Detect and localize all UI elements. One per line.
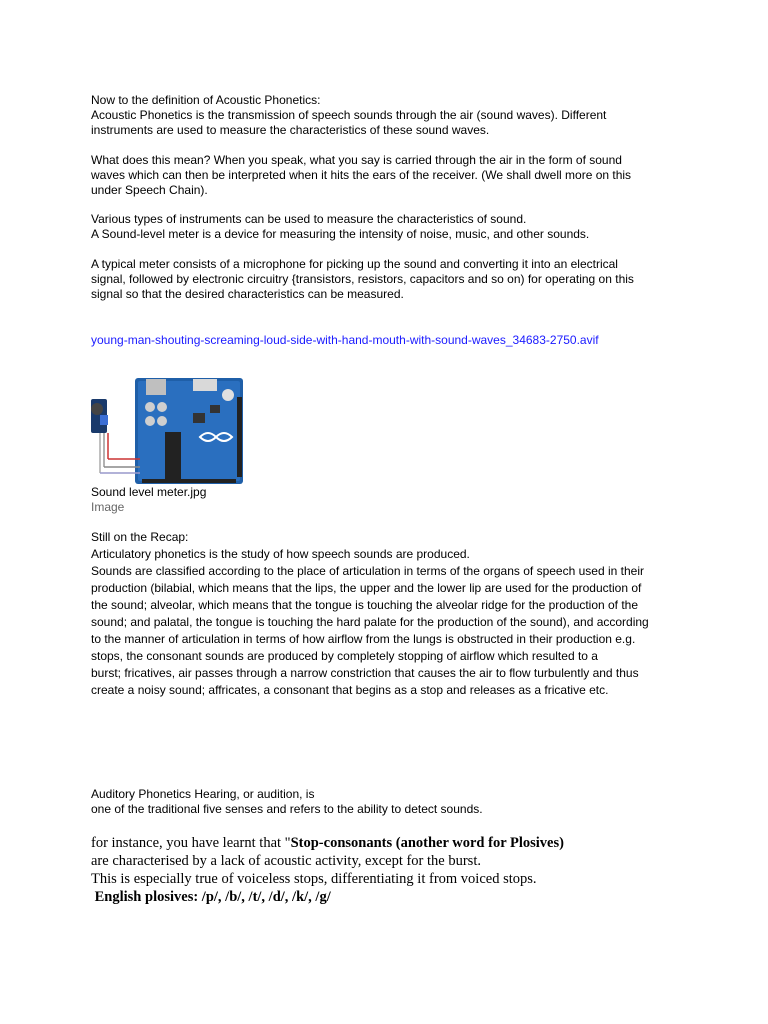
recap-heading: Still on the Recap: <box>91 530 189 544</box>
intro-line: instruments are used to measure the characteristics of these sound waves. <box>91 123 490 137</box>
figure-label: Image <box>91 500 125 514</box>
recap-paragraph <box>91 529 691 699</box>
figure-caption <box>91 485 206 515</box>
plosives-term: Stop-consonants (another word for Plosives) <box>290 835 564 851</box>
recap-line: sound; and palatal, the tongue is touching the hard palate for the production of the sound), and according <box>91 615 649 629</box>
meter-line: signal so that the desired characteristics can be measured. <box>91 287 404 301</box>
instruments-paragraph <box>91 212 691 242</box>
intro-heading: Now to the definition of Acoustic Phonetics: <box>91 93 321 107</box>
recap-line: Sounds are classified according to the place of articulation in terms of the organs of speech used in their <box>91 564 644 578</box>
plosives-line <box>91 834 564 852</box>
meaning-paragraph <box>91 153 691 198</box>
recap-line: burst; fricatives, air passes through a narrow constriction that causes the air to flow turbulently and thus <box>91 666 639 680</box>
meaning-line: What does this mean? When you speak, what you say is carried through the air in the form of sound <box>91 153 622 167</box>
recap-line: production (bilabial, which means that the lips, the upper and the lower lip are used for the production of <box>91 581 642 595</box>
meaning-line: under Speech Chain). <box>91 183 208 197</box>
image-link[interactable] <box>91 333 691 348</box>
meter-line: signal, followed by electronic circuitry {transistors, resistors, capacitors and so on) for operating on this <box>91 272 634 286</box>
intro-paragraph <box>91 93 691 138</box>
instruments-line: A Sound-level meter is a device for measuring the intensity of noise, music, and other sounds. <box>91 227 590 241</box>
recap-line: create a noisy sound; affricates, a consonant that begins as a stop and releases as a fricative etc. <box>91 683 609 697</box>
meaning-line: waves which can then be interpreted when it hits the ears of the receiver. (We shall dwell more on this <box>91 168 632 182</box>
recap-line: to the manner of articulation in terms of how airflow from the lungs is obstructed in their production e.g. <box>91 632 636 646</box>
plosives-line: are characterised by a lack of acoustic activity, except for the burst. <box>91 853 481 869</box>
auditory-line: Auditory Phonetics Hearing, or audition, is <box>91 787 315 801</box>
meter-line: A typical meter consists of a microphone for picking up the sound and converting it into an electrical <box>91 257 618 271</box>
recap-line: the sound; alveolar, which means that the tongue is touching the alveolar ridge for the production of the <box>91 598 639 612</box>
plosives-line: This is especially true of voiceless stops, differentiating it from voiced stops. <box>91 871 537 887</box>
auditory-paragraph <box>91 787 691 817</box>
plosives-list-text: English plosives: /p/, /b/, /t/, /d/, /k/, /g/ <box>91 889 331 905</box>
recap-line: Articulatory phonetics is the study of how speech sounds are produced. <box>91 547 470 561</box>
figure-filename: Sound level meter.jpg <box>91 485 207 499</box>
plosives-list <box>91 888 564 906</box>
recap-line: stops, the consonant sounds are produced by completely stopping of airflow which resulted to a <box>91 649 598 663</box>
auditory-line: one of the traditional five senses and refers to the ability to detect sounds. <box>91 802 483 816</box>
intro-line: Acoustic Phonetics is the transmission of speech sounds through the air (sound waves). Different <box>91 108 607 122</box>
sound-level-meter-image <box>90 377 244 485</box>
instruments-line: Various types of instruments can be used to measure the characteristics of sound. <box>91 212 527 226</box>
plosives-line-prefix: for instance, you have learnt that " <box>91 835 291 851</box>
image-link-text[interactable]: young-man-shouting-screaming-loud-side-with-hand-mouth-with-sound-waves_34683-2750.avif <box>91 333 599 347</box>
meter-paragraph <box>91 257 691 302</box>
plosives-paragraph <box>91 834 564 906</box>
